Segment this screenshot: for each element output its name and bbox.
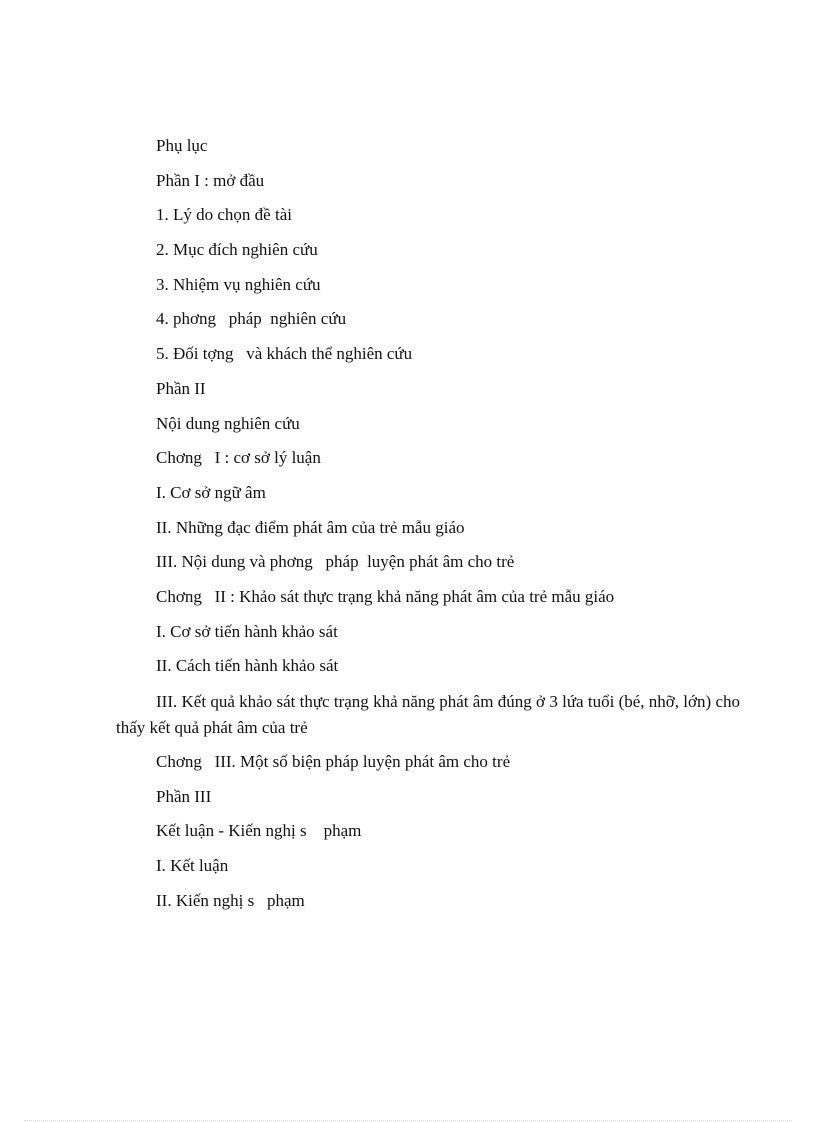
chapter-1-title: Chơng I : cơ sở lý luận [156, 448, 321, 468]
toc-item: 4. phơng pháp nghiên cứu [156, 309, 347, 329]
toc-item-wrapped: III. Kết quả khảo sát thực trạng khả năng phát âm đúng ở 3 lứa tuổi (bé, nhỡ, lớn) cho thấy kết quả phát âm của trẻ [116, 692, 740, 737]
toc-heading: Phụ lục [156, 136, 208, 155]
part-1-title: Phần I : mở đầu [156, 170, 265, 190]
toc-item: 3. Nhiệm vụ nghiên cứu [156, 274, 321, 294]
toc-item: I. Cơ sở ngữ âm [156, 482, 266, 502]
table-of-contents [116, 134, 740, 923]
toc-item: 5. Đối tợng và khách thể nghiên cứu [156, 344, 413, 364]
toc-item: II. Kiến nghị s phạm [156, 890, 305, 910]
part-3-subtitle: Kết luận - Kiến nghị s phạm [156, 821, 362, 841]
chapter-2-title: Chơng II : Khảo sát thực trạng khả năng phát âm của trẻ mẫu giáo [156, 586, 615, 606]
toc-item: II. Cách tiến hành khảo sát [156, 656, 339, 676]
toc-item: 2. Mục đích nghiên cứu [156, 240, 318, 260]
toc-item: II. Những đạc điểm phát âm của trẻ mẫu giáo [156, 517, 465, 537]
chapter-3-title: Chơng III. Một số biện pháp luyện phát âm cho trẻ [156, 752, 511, 771]
toc-item: I. Kết luận [156, 856, 229, 876]
part-2-subtitle: Nội dung nghiên cứu [156, 413, 300, 433]
toc-item: 1. Lý do chọn đề tài [156, 205, 292, 225]
page-bottom-divider [24, 1120, 792, 1121]
part-2-title: Phần II [156, 378, 206, 398]
toc-item: III. Nội dung và phơng pháp luyện phát âm cho trẻ [156, 552, 515, 572]
part-3-title: Phần III [156, 786, 212, 806]
toc-item: I. Cơ sở tiến hành khảo sát [156, 621, 338, 641]
